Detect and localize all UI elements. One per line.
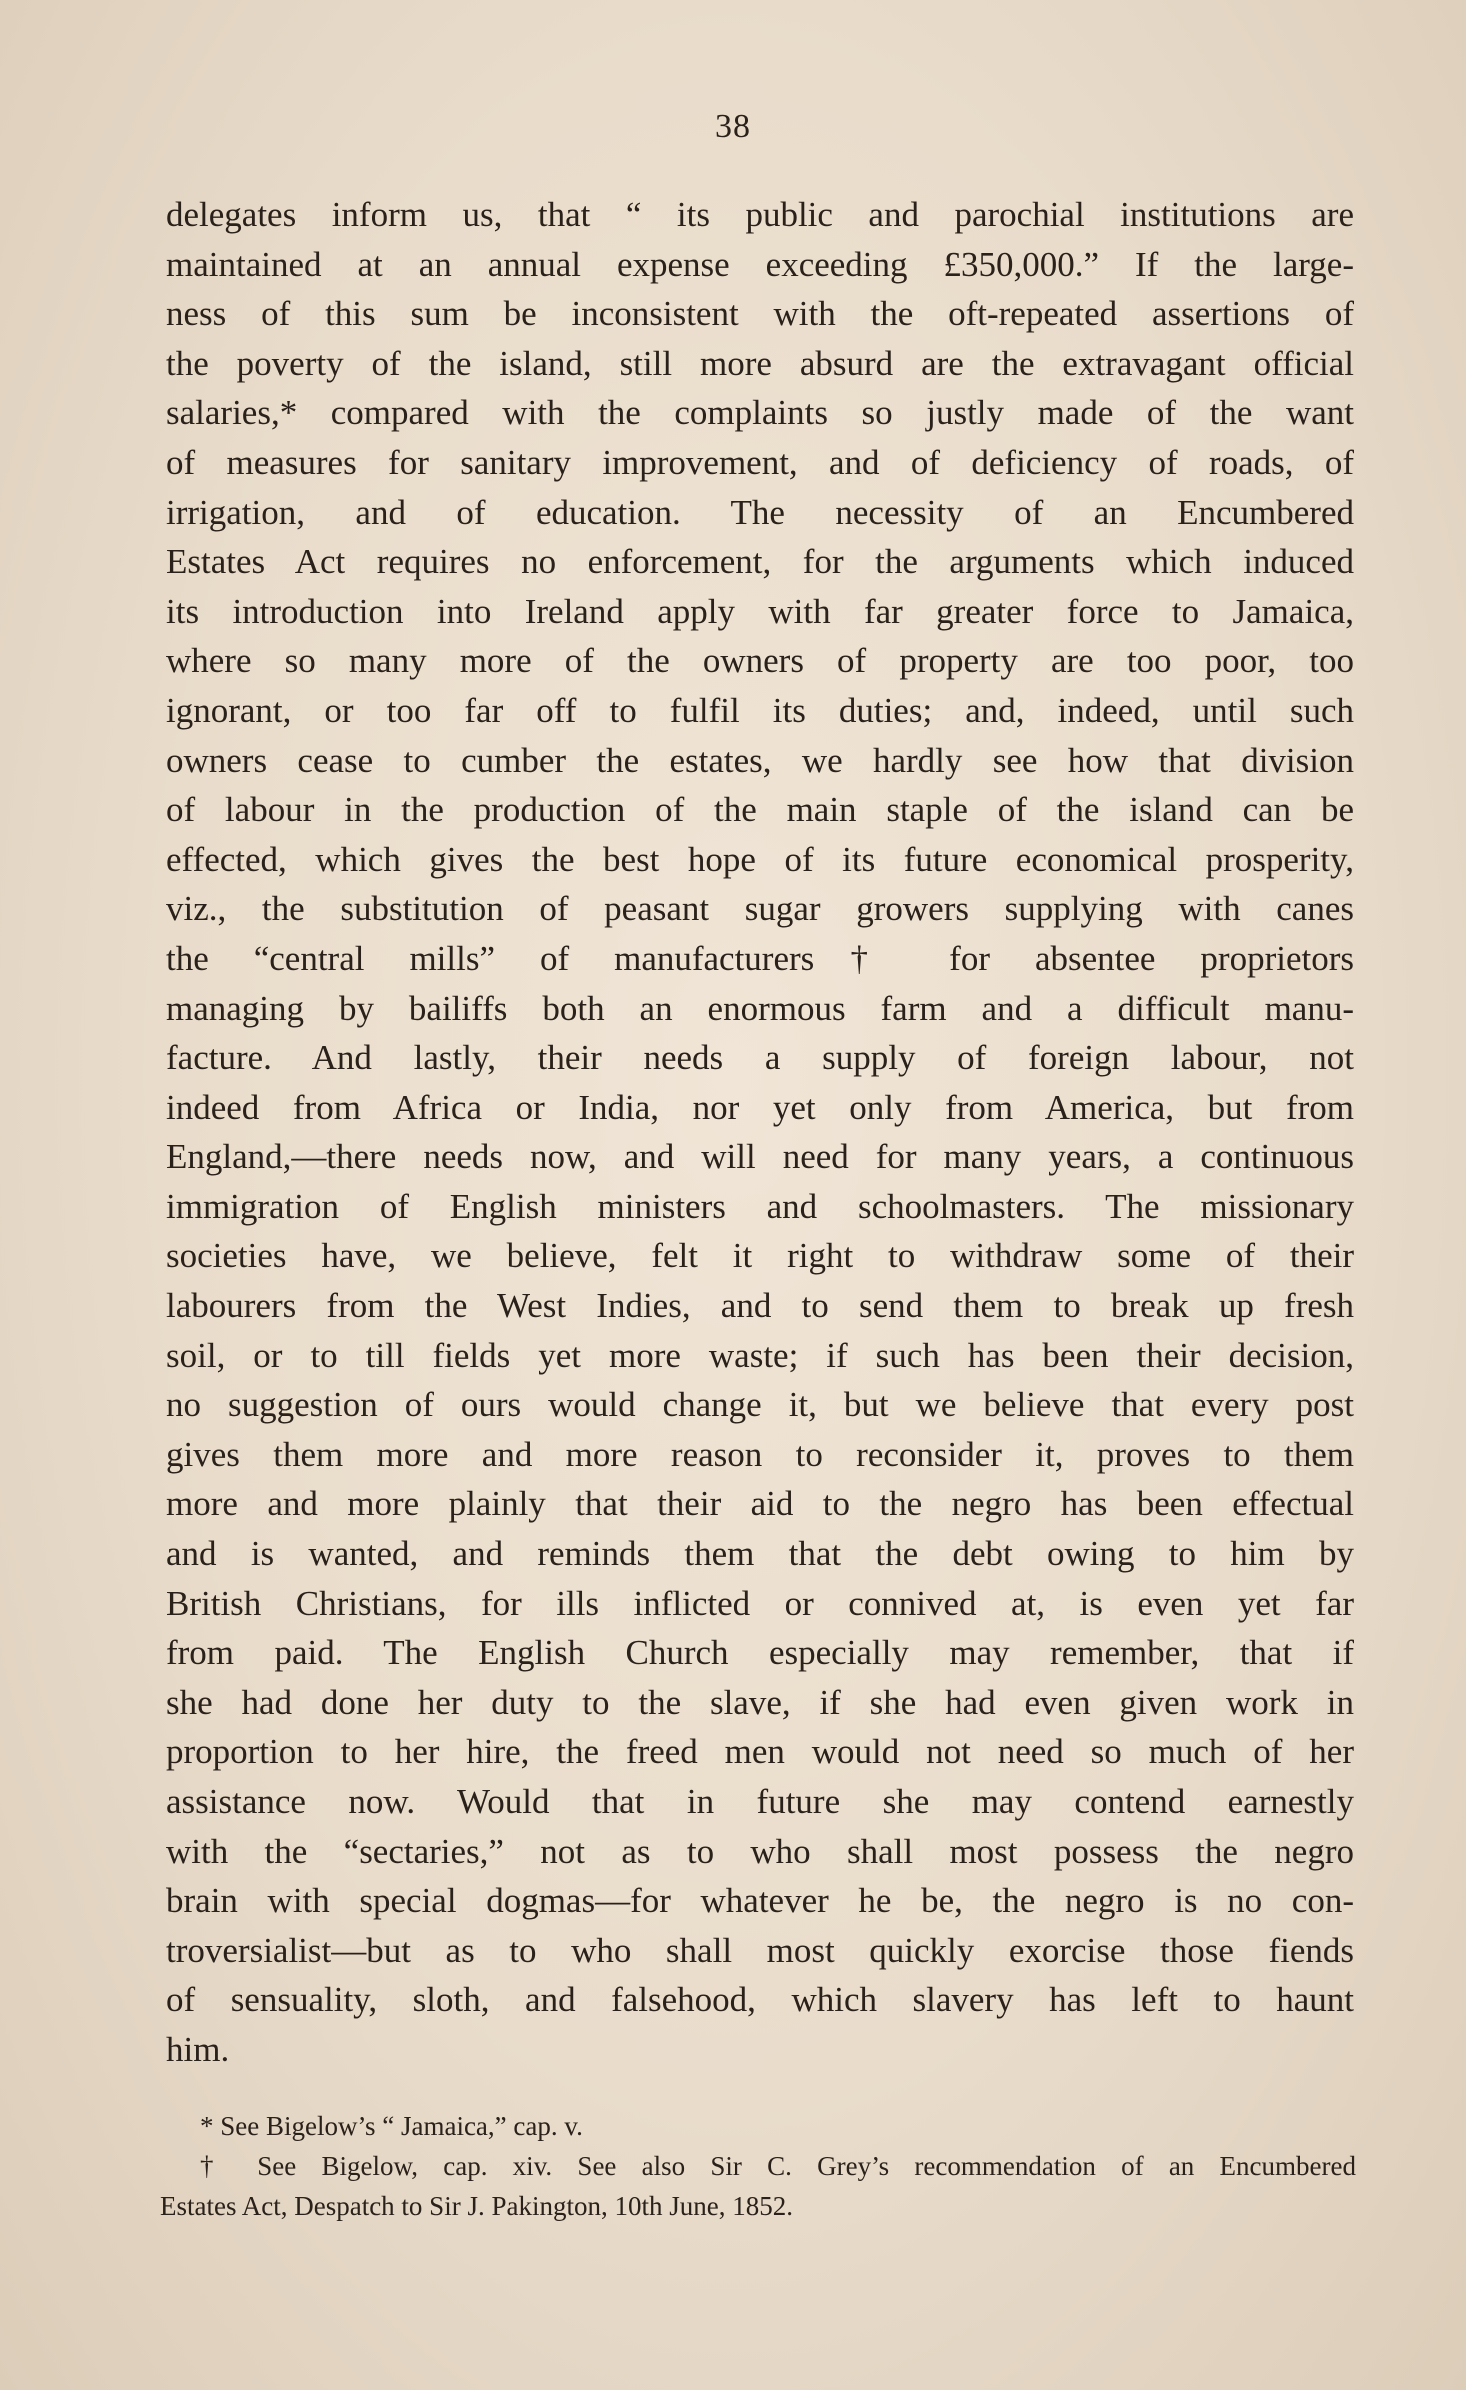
- text-line: salaries,* compared with the complaints so justly made of the want: [166, 393, 1354, 433]
- text-line: managing by bailiffs both an enormous farm and a difficult manu-: [166, 988, 1354, 1028]
- text-line: its introduction into Ireland apply with far greater force to Jamaica,: [166, 591, 1354, 631]
- text-line: the poverty of the island, still more absurd are the extravagant official: [166, 343, 1354, 383]
- text-line: soil, or to till fields yet more waste; if such has been their decision,: [166, 1335, 1354, 1375]
- text-line: societies have, we believe, felt it right to withdraw some of their: [166, 1236, 1354, 1276]
- text-line: Estates Act requires no enforcement, for the arguments which induced: [166, 542, 1354, 582]
- text-line: with the “sectaries,” not as to who shall most possess the negro: [166, 1831, 1354, 1871]
- text-line: no suggestion of ours would change it, but we believe that every post: [166, 1385, 1354, 1425]
- text-line: British Christians, for ills inflicted or connived at, is even yet far: [166, 1583, 1354, 1623]
- footnote-2: † See Bigelow, cap. xiv. See also Sir C. Grey’s recommendation of an Encumbered: [200, 2151, 1356, 2181]
- text-line: of measures for sanitary improvement, and of deficiency of roads, of: [166, 442, 1354, 482]
- text-line: ignorant, or too far off to fulfil its duties; and, indeed, until such: [166, 690, 1354, 730]
- text-line: more and more plainly that their aid to the negro has been effectual: [166, 1484, 1354, 1524]
- text-line: brain with special dogmas—for whatever he be, the negro is no con-: [166, 1881, 1354, 1921]
- footnotes: [160, 2106, 1356, 2226]
- text-line: and is wanted, and reminds them that the debt owing to him by: [166, 1534, 1354, 1574]
- text-line: England,—there needs now, and will need for many years, a continuous: [166, 1137, 1354, 1177]
- text-line: irrigation, and of education. The necessity of an Encumbered: [166, 492, 1354, 532]
- text-line: effected, which gives the best hope of its future economical prosperity,: [166, 839, 1354, 879]
- footnote-1: * See Bigelow’s “ Jamaica,” cap. v.: [200, 2111, 583, 2141]
- text-line: troversialist—but as to who shall most quickly exorcise those fiends: [166, 1930, 1354, 1970]
- text-line: indeed from Africa or India, nor yet only from America, but from: [166, 1087, 1354, 1127]
- text-line: the “central mills” of manufacturers† for absentee proprietors: [166, 938, 1354, 978]
- text-line: him.: [166, 2029, 230, 2069]
- text-line: delegates inform us, that “ its public and parochial institutions are: [166, 195, 1354, 234]
- text-line: from paid. The English Church especially may remember, that if: [166, 1633, 1354, 1673]
- text-line: proportion to her hire, the freed men would not need so much of her: [166, 1732, 1354, 1772]
- text-line: owners cease to cumber the estates, we hardly see how that division: [166, 740, 1354, 780]
- text-line: assistance now. Would that in future she may contend earnestly: [166, 1782, 1354, 1821]
- text-line: she had done her duty to the slave, if she had even given work in: [166, 1682, 1354, 1722]
- text-line: immigration of English ministers and schoolmasters. The missionary: [166, 1186, 1354, 1226]
- footnote-2-continued: Estates Act, Despatch to Sir J. Pakington, 10th June, 1852.: [160, 2191, 793, 2221]
- text-line: where so many more of the owners of property are too poor, too: [166, 641, 1354, 681]
- text-line: maintained at an annual expense exceeding £350,000.” If the large-: [166, 244, 1354, 284]
- text-line: facture. And lastly, their needs a supply of foreign labour, not: [166, 1038, 1354, 1078]
- body-text: [166, 190, 1354, 2075]
- text-line: labourers from the West Indies, and to send them to break up fresh: [166, 1286, 1354, 1326]
- text-line: viz., the substitution of peasant sugar growers supplying with canes: [166, 889, 1354, 929]
- text-line: of sensuality, sloth, and falsehood, which slavery has left to haunt: [166, 1980, 1354, 2020]
- text-line: gives them more and more reason to reconsider it, proves to them: [166, 1434, 1354, 1474]
- page-number: 38: [715, 108, 751, 145]
- text-line: of labour in the production of the main staple of the island can be: [166, 790, 1354, 830]
- text-line: ness of this sum be inconsistent with the oft-repeated assertions of: [166, 294, 1354, 334]
